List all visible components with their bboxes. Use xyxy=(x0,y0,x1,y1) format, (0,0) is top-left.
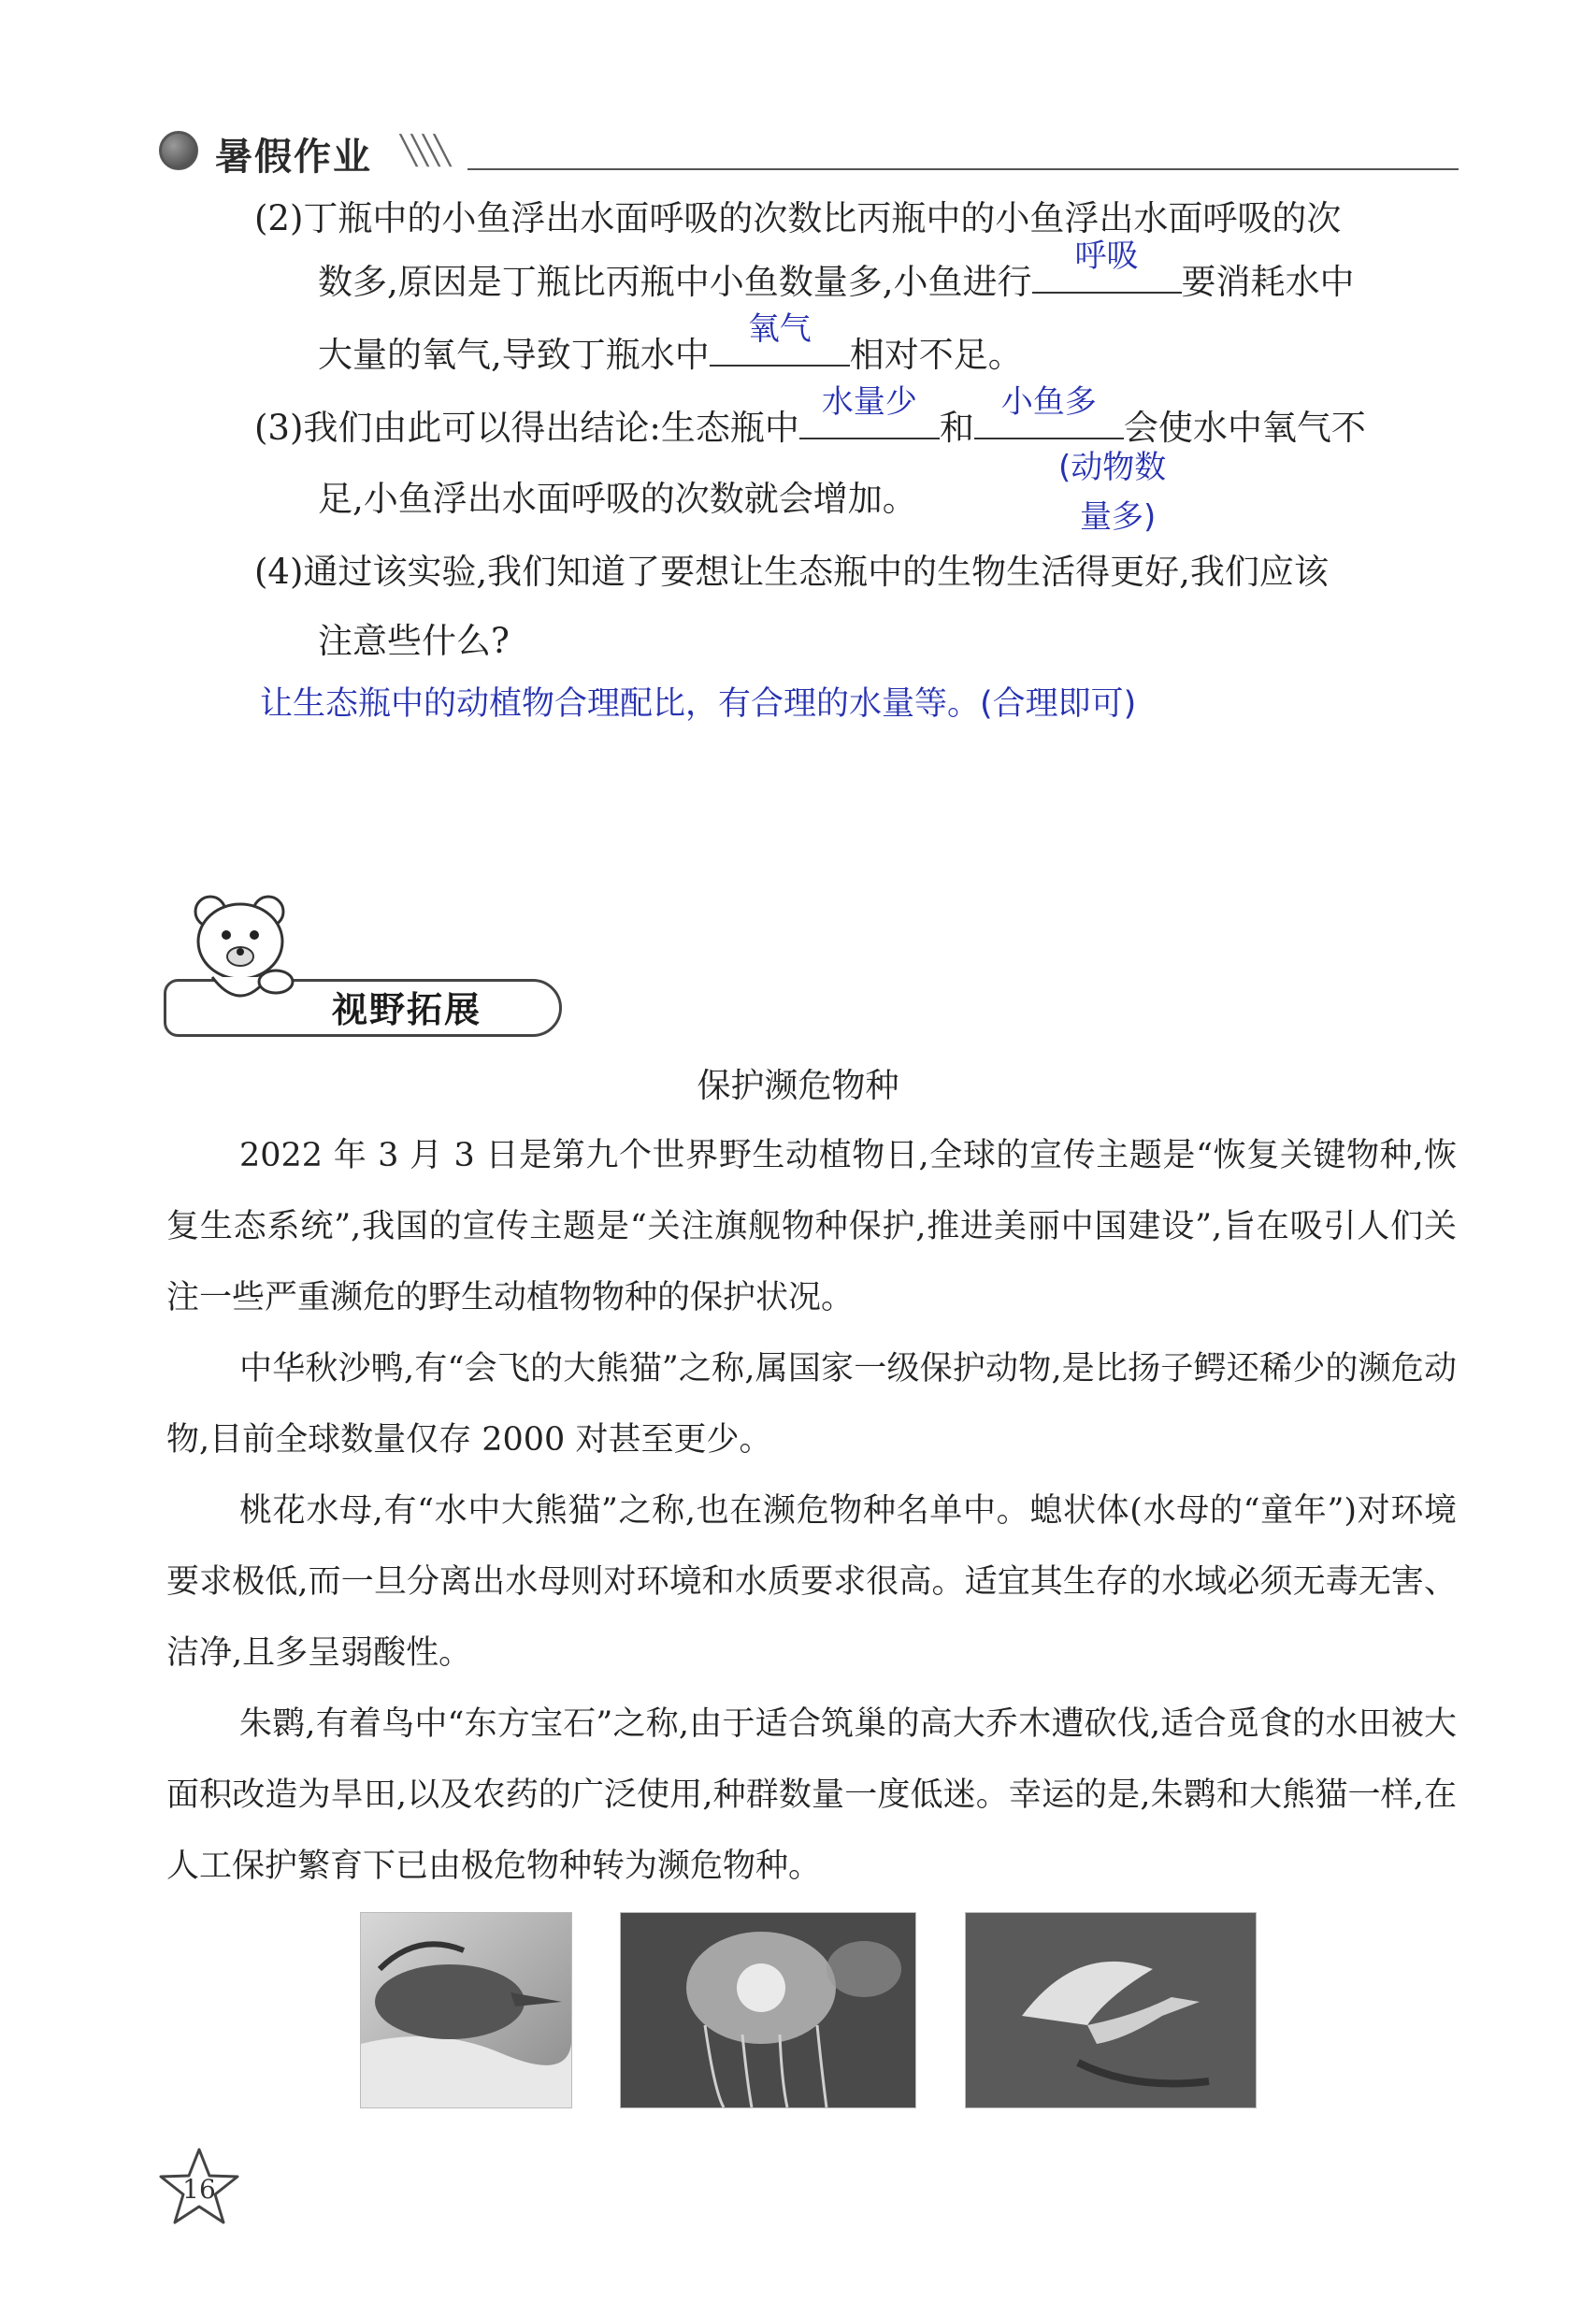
page-number-badge xyxy=(157,2146,241,2230)
q2-line3: 大量的氧气,导致丁瓶水中 氧气 相对不足。 xyxy=(318,310,1023,375)
article-title: 保护濒危物种 xyxy=(697,1067,899,1105)
header-rule xyxy=(467,168,1459,170)
header-bullet-icon xyxy=(159,131,198,170)
page-header xyxy=(159,123,1459,180)
page-number: 16 xyxy=(182,2174,216,2205)
header-slashes-icon: ╲╲╲╲ xyxy=(400,135,446,167)
q3-blank-1[interactable]: 水量少 xyxy=(799,400,940,439)
q3-answer-note-1: (动物数 xyxy=(1058,449,1167,486)
q3-blank-2[interactable]: 小鱼多 xyxy=(974,400,1124,439)
article-paragraph-2: 中华秋沙鸭,有“会飞的大熊猫”之称,属国家一级保护动物,是比扬子鳄还稀少的濒危动物,目前全球数量仅存 2000 对甚至更少。 xyxy=(166,1350,1457,1459)
q3-line1: (3)我们由此可以得出结论:生态瓶中 水量少 和 小鱼多 会使水中氧气不 xyxy=(254,383,1366,448)
q3-line2: 足,小鱼浮出水面呼吸的次数就会增加。 xyxy=(318,479,917,519)
q4-line2: 注意些什么? xyxy=(318,621,510,661)
q2-line1: (2)丁瓶中的小鱼浮出水面呼吸的次数比丙瓶中的小鱼浮出水面呼吸的次 xyxy=(254,198,1342,238)
q4-line1: (4)通过该实验,我们知道了要想让生态瓶中的生物生活得更好,我们应该 xyxy=(254,552,1329,592)
section-banner xyxy=(164,968,575,1043)
photo-jellyfish xyxy=(620,1912,916,2108)
q2-line2: 数多,原因是丁瓶比丙瓶中小鱼数量多,小鱼进行 呼吸 要消耗水中 xyxy=(318,237,1355,302)
article-paragraph-4: 朱鹮,有着鸟中“东方宝石”之称,由于适合筑巢的高大乔木遭砍伐,适合觅食的水田被大面积改造为旱田,以及农药的广泛使用,种群数量一度低迷。幸运的是,朱鹮和大熊猫一样,在人工保护繁育下已由极危物种转为濒危物种。 xyxy=(166,1705,1457,1885)
article-paragraph-3: 桃花水母,有“水中大熊猫”之称,也在濒危物种名单中。螅状体(水母的“童年”)对环境要求极低,而一旦分离出水母则对环境和水质要求很高。适宜其生存的水域必须无毒无害、洁净,且多呈弱酸性。 xyxy=(166,1492,1457,1672)
q2-blank-2[interactable]: 氧气 xyxy=(710,327,850,367)
q4-answer: 让生态瓶中的动植物合理配比，有合理的水量等。(合理即可) xyxy=(260,685,1137,723)
photo-crested-ibis xyxy=(965,1912,1257,2108)
bear-mascot-icon xyxy=(175,884,315,1024)
photo-merganser xyxy=(360,1912,572,2108)
header-title: 暑假作业 xyxy=(215,136,372,179)
article-paragraph-1: 2022 年 3 月 3 日是第九个世界野生动植物日,全球的宣传主题是“恢复关键物种,恢复生态系统”,我国的宣传主题是“关注旗舰物种保护,推进美丽中国建设”,旨在吸引人们关注一些严重濒危的野生动植物物种的保护状况。 xyxy=(166,1137,1457,1316)
q3-answer-note-2: 量多) xyxy=(1080,498,1157,536)
banner-title: 视野拓展 xyxy=(332,989,482,1030)
q2-blank-1[interactable]: 呼吸 xyxy=(1032,254,1182,294)
